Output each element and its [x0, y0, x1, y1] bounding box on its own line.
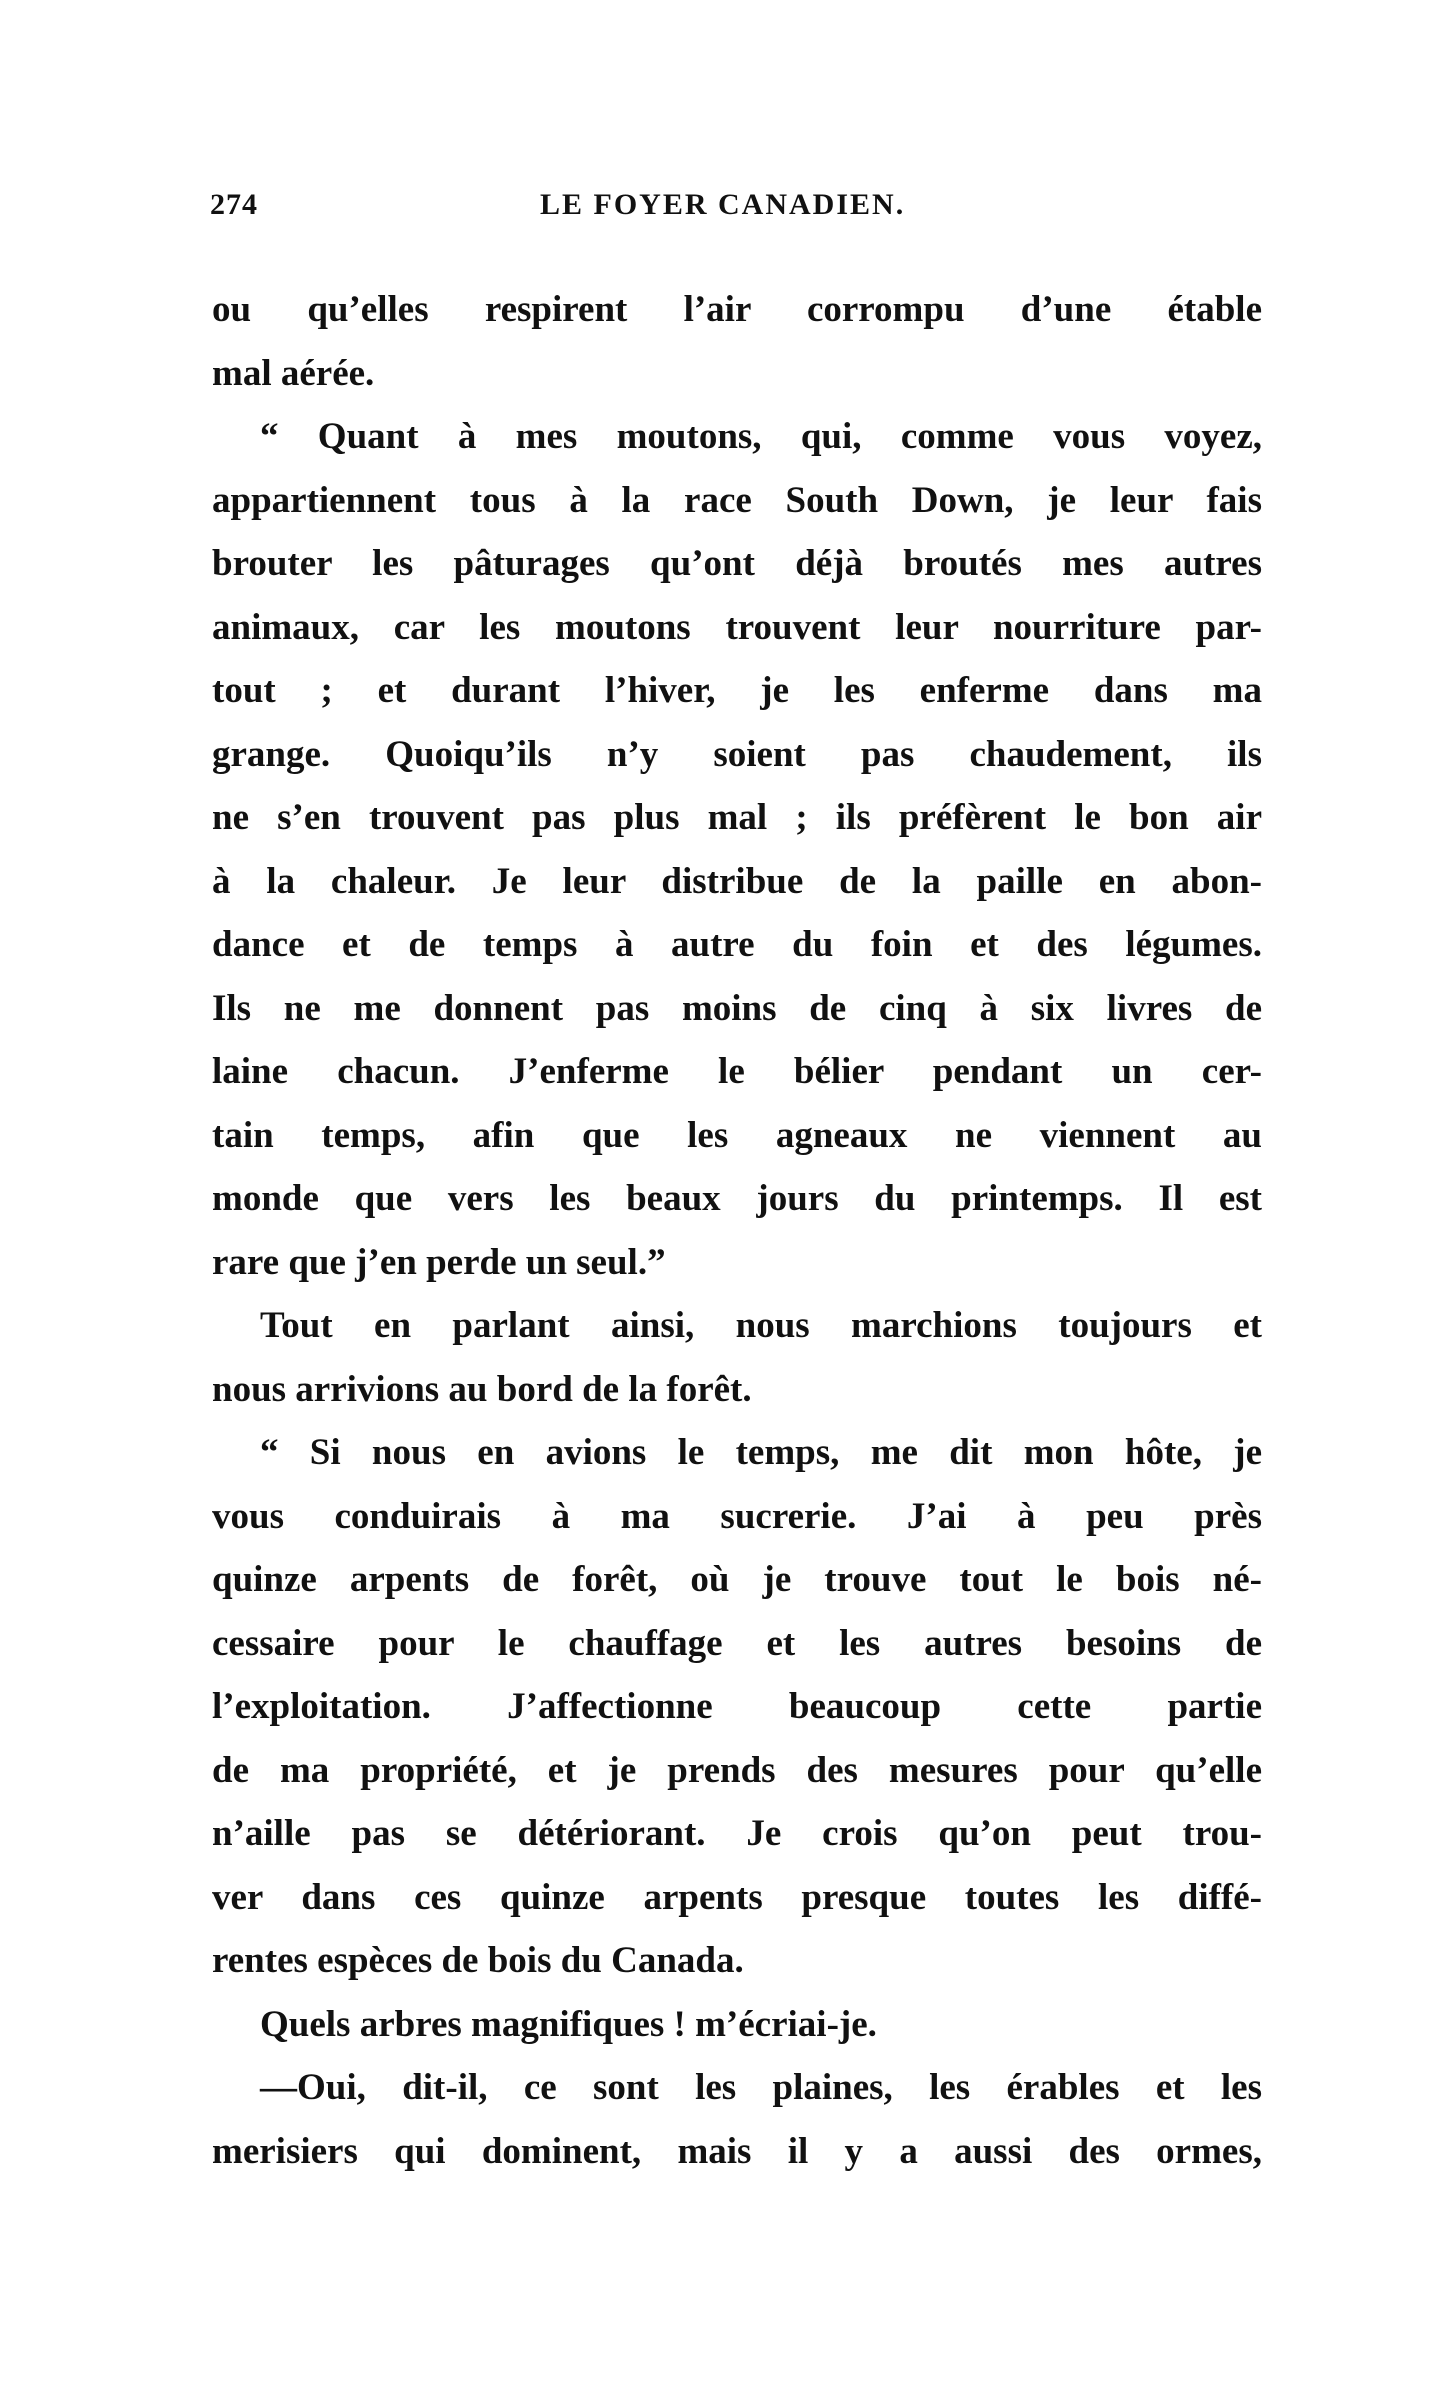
text-line: laine chacun. J’enferme le bélier pendant un cer- [212, 1051, 1262, 1092]
text-line: vous conduirais à ma sucrerie. J’ai à peu près [212, 1495, 1262, 1537]
text-line: appartiennent tous à la race South Down, je leur fais [212, 479, 1262, 521]
text-line: merisiers qui dominent, mais il y a aussi des ormes, [212, 2130, 1262, 2172]
text-line: ne s’en trouvent pas plus mal ; ils préfèrent le bon air [212, 797, 1262, 838]
text-line: Quels arbres magnifiques ! m’écriai-je. [260, 2003, 877, 2045]
text-line: rare que j’en perde un seul.” [212, 1241, 666, 1283]
text-line: de ma propriété, et je prends des mesures pour qu’elle [212, 1749, 1262, 1791]
text-line: tout ; et durant l’hiver, je les enferme dans ma [212, 670, 1262, 711]
text-line: n’aille pas se détériorant. Je crois qu’on peut trou- [212, 1813, 1262, 1854]
text-line: cessaire pour le chauffage et les autres besoins de [212, 1622, 1262, 1664]
text-line: mal aérée. [212, 352, 375, 394]
running-head [210, 188, 1260, 238]
text-line: ou qu’elles respirent l’air corrompu d’une étable [212, 289, 1262, 330]
page-number: 274 [210, 188, 258, 221]
text-line: animaux, car les moutons trouvent leur nourriture par- [212, 606, 1262, 648]
text-line: “ Quant à mes moutons, qui, comme vous voyez, [260, 416, 1262, 457]
text-line: —Oui, dit-il, ce sont les plaines, les érables et les [260, 2067, 1262, 2108]
text-line: Tout en parlant ainsi, nous marchions toujours et [260, 1305, 1262, 1346]
text-line: Ils ne me donnent pas moins de cinq à six livres de [212, 987, 1262, 1029]
text-line: grange. Quoiqu’ils n’y soient pas chaudement, ils [212, 733, 1262, 775]
body-text [212, 278, 1262, 2183]
text-line: nous arrivions au bord de la forêt. [212, 1368, 752, 1410]
text-line: l’exploitation. J’affectionne beaucoup cette partie [212, 1686, 1262, 1727]
text-line: rentes espèces de bois du Canada. [212, 1940, 744, 1981]
text-line: dance et de temps à autre du foin et des légumes. [212, 924, 1262, 965]
text-line: monde que vers les beaux jours du printemps. Il est [212, 1178, 1262, 1219]
running-title: LE FOYER CANADIEN. [540, 188, 906, 221]
text-line: ver dans ces quinze arpents presque toutes les diffé- [212, 1876, 1262, 1918]
text-line: brouter les pâturages qu’ont déjà broutés mes autres [212, 543, 1262, 584]
text-line: quinze arpents de forêt, où je trouve tout le bois né- [212, 1559, 1262, 1600]
text-line: tain temps, afin que les agneaux ne viennent au [212, 1114, 1262, 1156]
text-line: “ Si nous en avions le temps, me dit mon hôte, je [260, 1432, 1262, 1473]
text-line: à la chaleur. Je leur distribue de la paille en abon- [212, 860, 1262, 902]
